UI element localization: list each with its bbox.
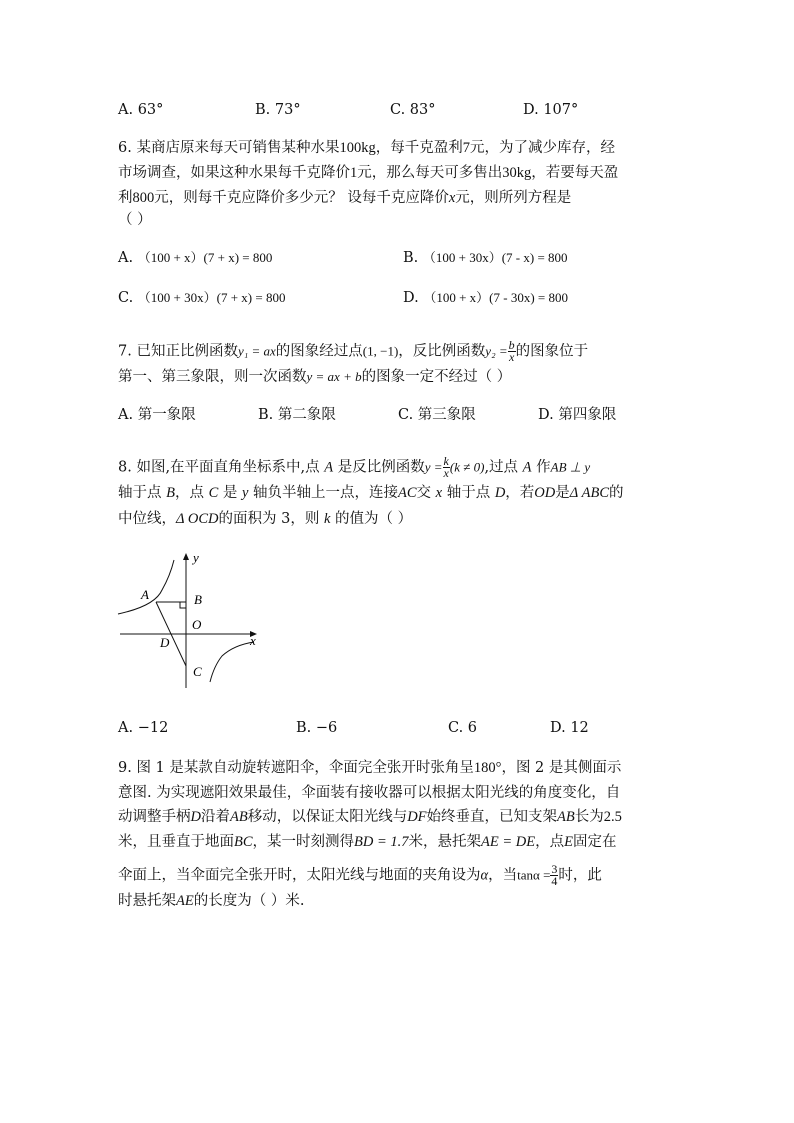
q9-math: BD = 1.7 (354, 834, 409, 850)
q9-math: 180° (473, 760, 502, 776)
q9-text: 时悬托架 (118, 893, 176, 909)
q7-text: ，反比例函数 (398, 343, 486, 360)
q6-text: 市场调查，如果这种水果每千克降价 (118, 165, 350, 181)
option-equation: （100 + x）(7 + x) = 800 (137, 250, 273, 265)
q8-figure (110, 548, 270, 693)
q9-math: tanα = (517, 867, 551, 883)
q8-text: 是反比例函数 (333, 459, 425, 476)
q5-option-c: C. 83° (390, 102, 436, 118)
q6-line-1 (118, 138, 615, 158)
q9-text: 沿着 (200, 809, 230, 825)
q9-math: AB (557, 809, 575, 825)
q9-line-4 (118, 832, 616, 852)
q7-line-1 (118, 340, 588, 363)
option-label: D. (403, 290, 419, 306)
q9-text: 时，此 (558, 867, 602, 884)
q7-text: 7. 已知正比例函数 (118, 343, 238, 360)
q8-option-b: B. −6 (296, 720, 338, 736)
q8-text: ，若 (505, 485, 535, 501)
q8-math: C (208, 485, 219, 501)
q8-math: y (241, 485, 249, 501)
fraction-numerator: b (508, 338, 515, 352)
q8-line-3 (118, 509, 412, 529)
q6-text: ，若要每天盈 (531, 165, 619, 181)
q9-text: 固定在 (572, 834, 617, 850)
q8-math: AB ⊥ y (550, 459, 591, 475)
q8-math: Δ ABC (569, 485, 610, 501)
q8-option-a: A. −12 (118, 720, 169, 736)
q8-math: A (522, 459, 532, 476)
label-b: B (194, 592, 202, 607)
q5-option-d: D. 107° (523, 102, 579, 118)
q6-text: 6. 某商店原来每天可销售某种水果 (118, 140, 340, 156)
q9-math: DF (407, 809, 427, 825)
q6-text: 元，则每千克应降价多少元？ 设每千克应降价 (154, 190, 449, 206)
q9-math: AE (176, 893, 194, 909)
option-label: C. (118, 290, 134, 306)
q9-text: 9. 图 1 是某款自动旋转遮阳伞，伞面完全张开时张角呈 (118, 760, 474, 776)
q7-line-2 (118, 367, 511, 387)
q8-math: Δ OCD (176, 511, 219, 527)
q6-text: 元，为了减少库存，经 (469, 140, 615, 156)
q8-math: (k ≠ 0) (449, 459, 485, 475)
option-equation: （100 + x）(7 - 30x) = 800 (423, 290, 568, 305)
q8-text: 的面积为 3，则 (218, 511, 324, 527)
q9-text: 动调整手柄 (118, 809, 191, 825)
q9-text: ，当 (488, 867, 518, 884)
q8-text: 中位线， (118, 511, 176, 527)
q8-line-2 (118, 483, 624, 503)
q6-line-2 (118, 163, 618, 183)
q7-option-c: C. 第三象限 (398, 407, 476, 423)
q8-text: 轴负半轴上一点，连接 (248, 485, 399, 501)
label-c: C (193, 664, 202, 679)
q7-math: y₂ = (485, 343, 508, 359)
q8-math: OD (534, 485, 556, 501)
q6-math: x (448, 190, 456, 206)
label-a: A (141, 587, 149, 602)
option-label: B. (403, 250, 419, 266)
q9-text: 米，悬托架 (408, 834, 482, 850)
q6-option-b (403, 248, 568, 268)
q8-text: 轴于点 (118, 485, 167, 501)
fraction-denominator: x (443, 466, 449, 480)
q8-text: 是 (555, 485, 570, 501)
q9-math: BC (234, 834, 253, 850)
q6-math: 800 (132, 190, 155, 206)
q6-math: 7 (462, 140, 470, 156)
q9-math: D (190, 809, 201, 825)
q7-math: (1, −1) (362, 343, 399, 359)
q8-text: 作 (531, 459, 551, 476)
q9-line-5 (118, 864, 602, 887)
q9-text: ，图 2 是其侧面示 (501, 760, 622, 776)
q8-math: k (323, 511, 331, 527)
q6-option-d (403, 288, 568, 308)
q8-text: 的值为（ ） (330, 511, 413, 527)
q8-text: ,过点 (484, 459, 523, 476)
fraction-numerator: k (443, 454, 449, 468)
q7-option-b: B. 第二象限 (258, 407, 336, 423)
y-axis-arrow (183, 553, 189, 560)
q6-text: ，每千克盈利 (375, 140, 463, 156)
q8-line-1 (118, 456, 590, 479)
q8-option-c: C. 6 (448, 720, 478, 736)
q7-text: 的图象一定不经过（ ） (361, 369, 512, 385)
q7-text: 第一、第三象限，则一次函数 (118, 369, 307, 385)
label-d: D (160, 635, 170, 650)
q9-text: ，点 (535, 834, 565, 850)
q6-text: 利 (118, 190, 133, 206)
q5-option-b: B. 73° (255, 102, 301, 118)
q5-option-a: A. 63° (118, 102, 164, 118)
q9-line-6 (118, 891, 304, 911)
q8-fraction (443, 456, 450, 479)
q8-text: ，点 (174, 485, 209, 501)
q8-text: 是 (218, 485, 242, 501)
q9-line-1 (118, 758, 621, 778)
q9-text: 长为 (574, 809, 604, 825)
q8-text: 交 (416, 485, 436, 501)
q6-math: 1 (350, 165, 358, 181)
q8-text: 8. 如图,在平面直角坐标系中,点 (118, 459, 325, 476)
q6-text: 元，那么每天可多售出 (357, 165, 503, 181)
q9-text: 米，且垂直于地面 (118, 834, 234, 850)
label-y: y (193, 550, 199, 565)
q9-text: 伞面上，当伞面完全张开时，太阳光线与地面的夹角设为 (118, 867, 481, 884)
q8-math: y = (424, 459, 443, 475)
q6-text: 元，则所列方程是 (455, 190, 572, 206)
q7-math: y₁ = ax (237, 343, 276, 359)
right-angle-mark (180, 602, 186, 608)
fraction-denominator: x (508, 350, 515, 364)
q8-option-d: D. 12 (550, 720, 589, 736)
q9-line-3 (118, 807, 622, 827)
q7-text: 的图象经过点 (275, 343, 363, 360)
q9-math: E (564, 834, 573, 850)
option-equation: （100 + 30x）(7 - x) = 800 (422, 250, 568, 265)
q8-math: A (324, 459, 334, 476)
q9-text: 的长度为（ ）米. (193, 893, 305, 909)
q9-math: AB (229, 809, 248, 825)
label-o: O (192, 617, 202, 632)
q6-line-3 (118, 188, 571, 208)
q7-math: y = ax + b (306, 369, 362, 384)
q7-fraction (508, 340, 516, 363)
q9-math: α (480, 867, 489, 884)
q8-math: D (494, 485, 506, 501)
q9-text: 始终垂直，已知支架 (426, 809, 558, 825)
q9-math: AE = DE (481, 834, 536, 850)
q9-text: ，某一时刻测得 (252, 834, 355, 850)
label-x: x (250, 633, 256, 648)
q8-text: 的 (609, 485, 624, 501)
q6-option-c (118, 288, 285, 308)
q7-option-a: A. 第一象限 (118, 407, 196, 423)
q6-option-a (118, 248, 272, 268)
q8-math: B (166, 485, 175, 501)
q8-math: AC (398, 485, 417, 501)
q6-answer-blank: （ ） (118, 212, 152, 228)
q7-text: 的图象位于 (515, 343, 589, 360)
q9-text: 移动，以保证太阳光线与 (247, 809, 408, 825)
fraction-numerator: 3 (551, 862, 558, 876)
q8-math: x (435, 485, 443, 501)
q8-text: 轴于点 (442, 485, 495, 501)
hyperbola-branch-lower-right (210, 642, 254, 682)
q6-math: 30kg (502, 165, 532, 181)
q9-line-2: 意图. 为实现遮阳效果最佳，伞面装有接收器可以根据太阳光线的角度变化，自 (118, 785, 621, 801)
q9-math: 2.5 (603, 809, 622, 825)
q7-option-d: D. 第四象限 (538, 407, 617, 423)
q6-math: 100kg (339, 140, 376, 156)
fraction-denominator: 4 (551, 874, 558, 888)
option-label: A. (118, 250, 134, 266)
option-equation: （100 + 30x）(7 + x) = 800 (137, 290, 286, 305)
